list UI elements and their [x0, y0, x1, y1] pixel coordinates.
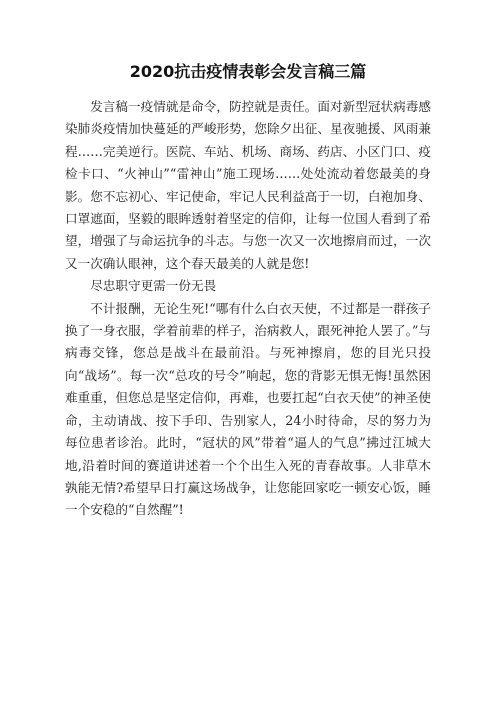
document-body: [65, 96, 431, 522]
paragraph-2-subheading: 尽忠职守更需一份无畏: [90, 278, 217, 294]
paragraph-3: 不计报酬，无论生死!“哪有什么白衣天使，不过都是一群孩子换了一身衣服，学着前辈的样子，治病救人，跟死神抢人罢了。”与病毒交锋，您总是战斗在最前沿。与死神擦肩，您的目光只投向“战场”。每一次“总攻的号令”响起，您的背影无惧无悔!虽然困难重重，但您总是坚定信仰，再难，也要扛起“白衣天使”的神圣使命，主动请战、按下手印、告别家人，24小时待命，尽的努力为每位患者诊治。此时，“冠状的风”带着“逼人的气息”拂过江城大地,沿着时间的赛道讲述着一个个出生入死的青春故事。人非草木孰能无情?希望早日打赢这场战争，让您能回家吃一顿安心饭，睡一个安稳的“自然醒”!: [65, 300, 431, 518]
document-title: 2020抗击疫情表彰会发言稿三篇: [129, 62, 367, 81]
paragraph-1: 发言稿一疫情就是命令，防控就是责任。面对新型冠状病毒感染肺炎疫情加快蔓延的严峻形势，您除夕出征、星夜驰援、风雨兼程……完美逆行。医院、车站、机场、商场、药店、小区门口、疫检卡口、“火神山”“雷神山”施工现场……处处流动着您最美的身影。您不忘初心、牢记使命，牢记人民利益高于一切，白袍加身、口罩遮面，坚毅的眼眸透射着坚定的信仰，让每一位国人看到了希望，增强了与命运抗争的斗志。与您一次又一次地擦肩而过，一次又一次确认眼神，这个春天最美的人就是您!: [65, 99, 431, 271]
